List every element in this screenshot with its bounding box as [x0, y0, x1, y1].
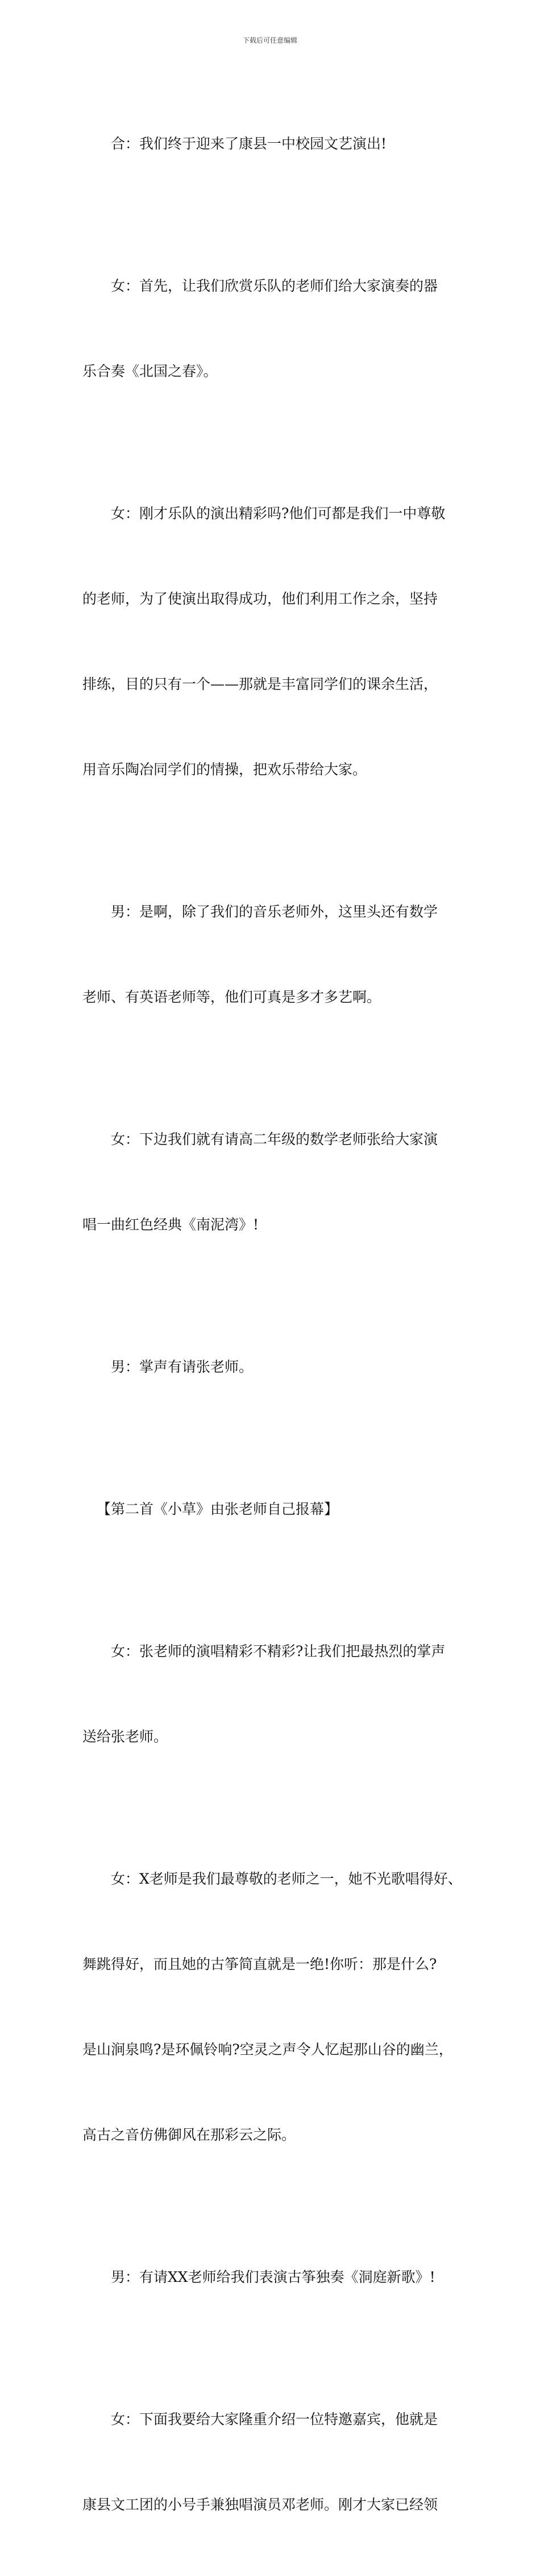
paragraph: [82, 1068, 469, 1296]
text-line: 送给张老师。: [82, 1728, 168, 1745]
paragraph: [82, 1580, 469, 1808]
stage-direction: 【第二首《小草》由张老师自己报幕】: [97, 1501, 339, 1517]
text-line: 女：刚才乐队的演出精彩吗?他们可都是我们一中尊敬: [111, 505, 446, 522]
text-line: 乐合奏《北国之春》。: [82, 363, 218, 379]
text-line: 舞跳得好，而且她的古筝简直就是一绝!你听：那是什么?: [82, 1956, 437, 1972]
paragraph: [82, 1808, 469, 2206]
page-header-note: 下载后可任意编辑: [242, 36, 297, 44]
text-line: 是山涧泉鸣?是环佩铃响?空灵之声令人忆起那山谷的幽兰，: [82, 2041, 453, 2058]
text-line: 女：首先，让我们欣赏乐队的老师们给大家演奏的器: [111, 278, 438, 294]
text-line: 男：有请XX老师给我们表演古筝独奏《洞庭新歌》!: [111, 2269, 435, 2285]
text-line: 康县文工团的小号手兼独唱演员邓老师。刚才大家已经领: [82, 2496, 438, 2513]
text-line: 的老师，为了使演出取得成功，他们利用工作之余，坚持: [82, 591, 438, 607]
text-line: 合：我们终于迎来了康县一中校园文艺演出!: [111, 135, 387, 152]
text-line: 女：下边我们就有请高二年级的数学老师张给大家演: [111, 1131, 438, 1147]
paragraph: [82, 1438, 469, 1580]
text-line: 高古之音仿佛御风在那彩云之际。: [82, 2127, 296, 2143]
text-line: 排练，目的只有一个——那就是丰富同学们的课余生活，: [82, 676, 438, 692]
text-line: 女：张老师的演唱精彩不精彩?让我们把最热烈的掌声: [111, 1643, 446, 1659]
text-line: 男：是啊，除了我们的音乐老师外，这里头还有数学: [111, 903, 438, 920]
text-line: 女：X老师是我们最尊敬的老师之一，她不光歌唱得好、: [111, 1871, 462, 1887]
paragraph: [82, 443, 469, 841]
paragraph: [82, 2206, 469, 2348]
paragraph: [82, 2348, 469, 2576]
paragraph: [82, 215, 469, 443]
text-line: 女：下面我要给大家隆重介绍一位特邀嘉宾，他就是: [111, 2411, 438, 2428]
text-line: 用音乐陶冶同学们的情操，把欢乐带给大家。: [82, 761, 367, 778]
document-body: [82, 73, 469, 2576]
text-line: 男：掌声有请张老师。: [111, 1359, 254, 1375]
paragraph: [82, 73, 469, 215]
text-line: 老师、有英语老师等，他们可真是多才多艺啊。: [82, 989, 381, 1005]
text-line: 唱一曲红色经典《南泥湾》!: [82, 1216, 259, 1233]
paragraph: [82, 841, 469, 1068]
paragraph: [82, 1296, 469, 1438]
